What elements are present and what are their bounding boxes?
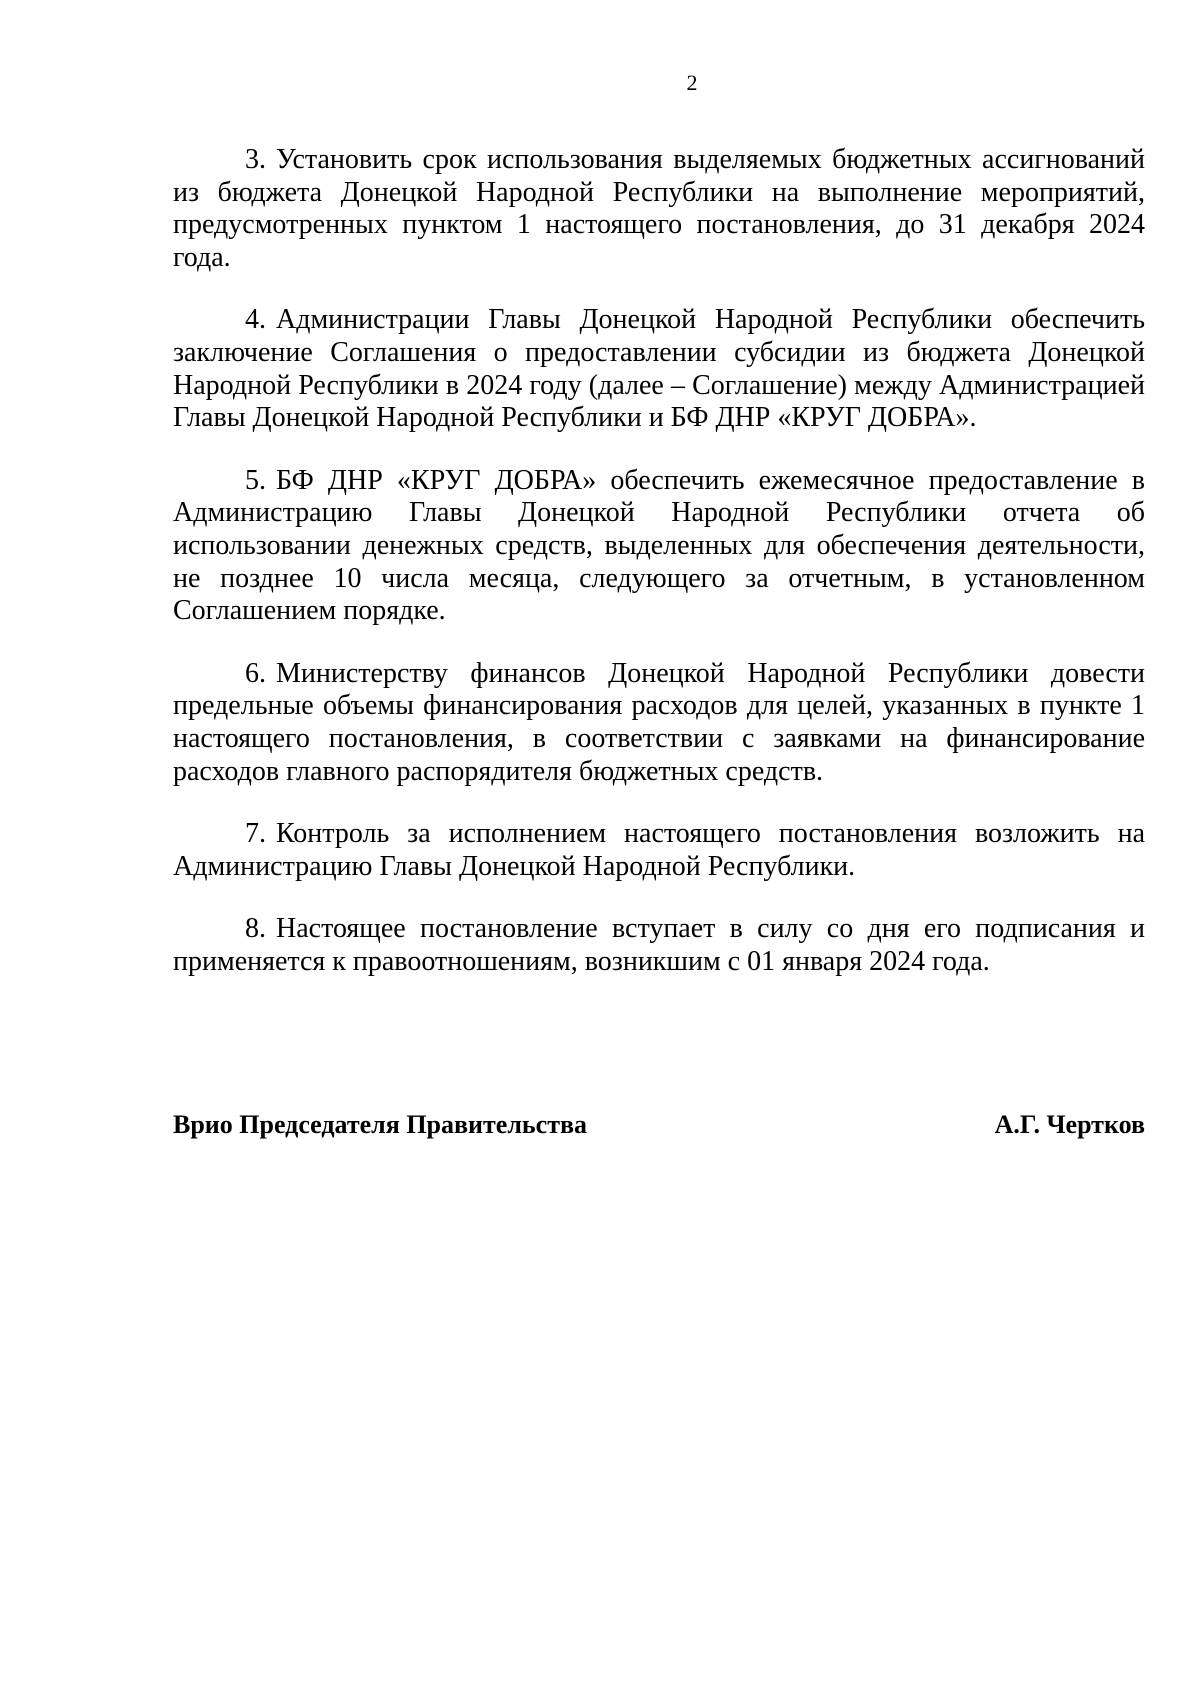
paragraph-4 [173,304,1145,434]
page-number: 2 [686,70,698,95]
paragraph-3 [173,144,1145,274]
paragraph-text: Контроль за исполнением настоящего постановления возложить на Администрацию Главы Донецкой Народной Республики. [173,818,1145,882]
paragraph-number: 4. [245,304,266,336]
paragraph-number: 7. [245,818,266,850]
paragraph-8 [173,913,1145,978]
paragraph-5 [173,465,1145,628]
signatory-name: А.Г. Чертков [994,1110,1145,1139]
signature-block [173,1109,1145,1141]
document-body [173,144,1145,1008]
paragraph-text: Администрации Главы Донецкой Народной Республики обеспечить заключение Соглашения о предоставлении субсидии из бюджета Донецкой Народной Республики в 2024 году (далее – Соглашение) между Администрацией Главы Донецкой Народной Республики и БФ ДНР «КРУГ ДОБРА». [173,304,1145,434]
paragraph-number: 5. [245,464,266,496]
paragraph-number: 8. [245,913,266,945]
paragraph-number: 3. [245,144,266,175]
paragraph-text: Настоящее постановление вступает в силу со дня его подписания и применяется к правоотношениям, возникшим с 01 января 2024 года. [173,913,1145,977]
paragraph-7 [173,818,1145,883]
paragraph-6 [173,658,1145,788]
paragraph-text: Установить срок использования выделяемых бюджетных ассигнований из бюджета Донецкой Народной Республики на выполнение мероприятий, предусмотренных пунктом 1 настоящего постановления, до 31 декабря 2024 года. [173,144,1145,273]
paragraph-number: 6. [245,657,266,689]
paragraph-text: Министерству финансов Донецкой Народной Республики довести предельные объемы финансирования расходов для целей, указанных в пункте 1 настоящего постановления, в соответствии с заявками на финансирование расходов главного распорядителя бюджетных средств. [173,657,1145,787]
paragraph-text: БФ ДНР «КРУГ ДОБРА» обеспечить ежемесячное предоставление в Администрацию Главы Донецкой Народной Республики отчета об использовании денежных средств, выделенных для обеспечения деятельности, не позднее 10 числа месяца, следующего за отчетным, в установленном Соглашением порядке. [173,464,1145,627]
signatory-position: Врио Председателя Правительства [173,1110,588,1139]
